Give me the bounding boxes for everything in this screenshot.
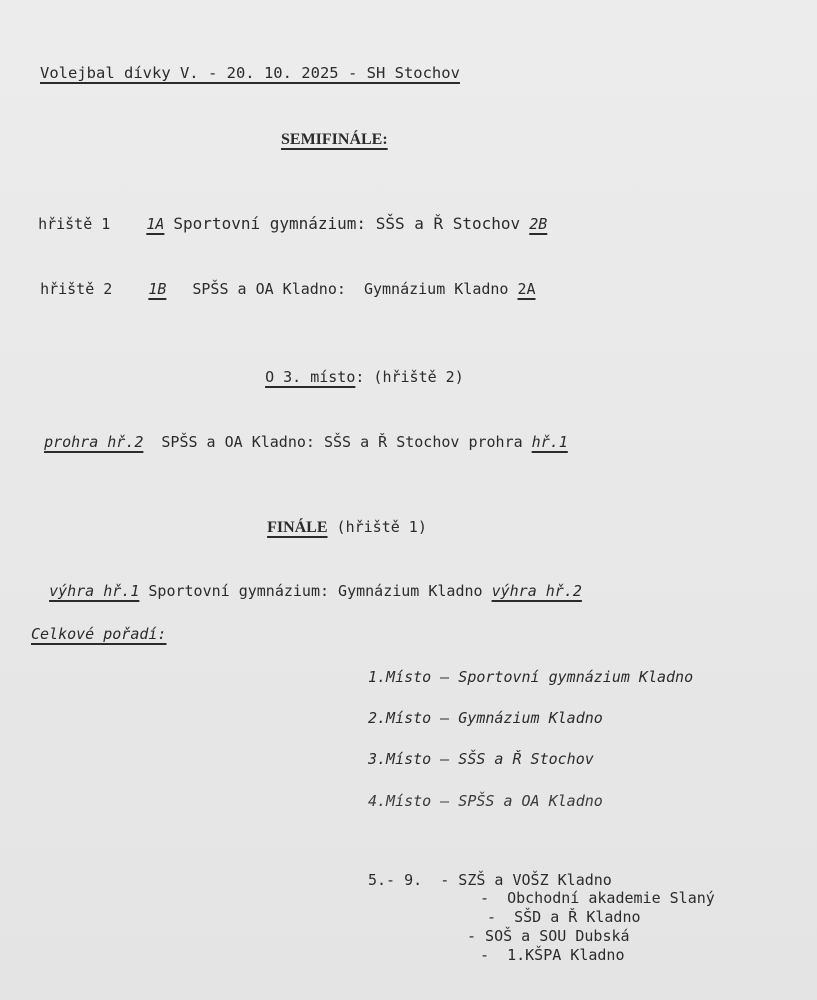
standings-shared-2: - Obchodní akademie Slaný (480, 889, 715, 907)
court2-label: hřiště 2 (40, 280, 113, 298)
standings-place-3: 3.Místo – SŠS a Ř Stochov (368, 750, 594, 768)
semifinal-court1-row (20, 197, 547, 233)
final-right: výhra hř.2 (491, 582, 582, 600)
final-match-row (31, 564, 582, 600)
court1-seed-right: 2B (529, 215, 548, 233)
third-place-heading-row (247, 350, 464, 386)
court2-seed-left: 1B (148, 280, 167, 298)
third-place-court: : (hřiště 2) (355, 368, 464, 386)
standings-place-2: 2.Místo – Gymnázium Kladno (368, 709, 603, 727)
standings-shared-1: 5.- 9. - SZŠ a VOŠZ Kladno (368, 871, 612, 889)
semifinal-heading: SEMIFINÁLE: (281, 131, 388, 148)
document-title: Volejbal dívky V. - 20. 10. 2025 - SH Stochov (40, 64, 460, 82)
court1-matchup: Sportovní gymnázium: SŠS a Ř Stochov (173, 214, 521, 233)
court2-seed-right: 2A (517, 280, 536, 298)
court1-seed-left: 1A (146, 215, 165, 233)
court1-label: hřiště 1 (38, 215, 111, 233)
semifinal-court2-row (22, 262, 536, 298)
third-place-match-row (26, 415, 568, 451)
final-court: (hřiště 1) (336, 518, 427, 536)
third-place-matchup: SPŠS a OA Kladno: SŠS a Ř Stochov prohra (161, 433, 523, 451)
final-left: výhra hř.1 (49, 582, 140, 600)
third-place-right: hř.1 (531, 433, 568, 451)
standings-place-4: 4.Místo – SPŠS a OA Kladno (368, 792, 603, 810)
final-matchup: Sportovní gymnázium: Gymnázium Kladno (148, 582, 483, 600)
standings-shared-5: - 1.KŠPA Kladno (480, 946, 625, 964)
standings-heading: Celkové pořadí: (31, 625, 167, 643)
standings-shared-3: - SŠD a Ř Kladno (487, 908, 641, 926)
final-heading: FINÁLE (267, 519, 328, 536)
third-place-left: prohra hř.2 (44, 433, 144, 451)
third-place-heading: O 3. místo (265, 368, 356, 386)
court2-matchup: SPŠS a OA Kladno: Gymnázium Kladno (192, 280, 509, 298)
standings-place-1: 1.Místo – Sportovní gymnázium Kladno (368, 668, 694, 686)
final-heading-row (249, 500, 427, 537)
standings-shared-4: - SOŠ a SOU Dubská (467, 927, 630, 945)
